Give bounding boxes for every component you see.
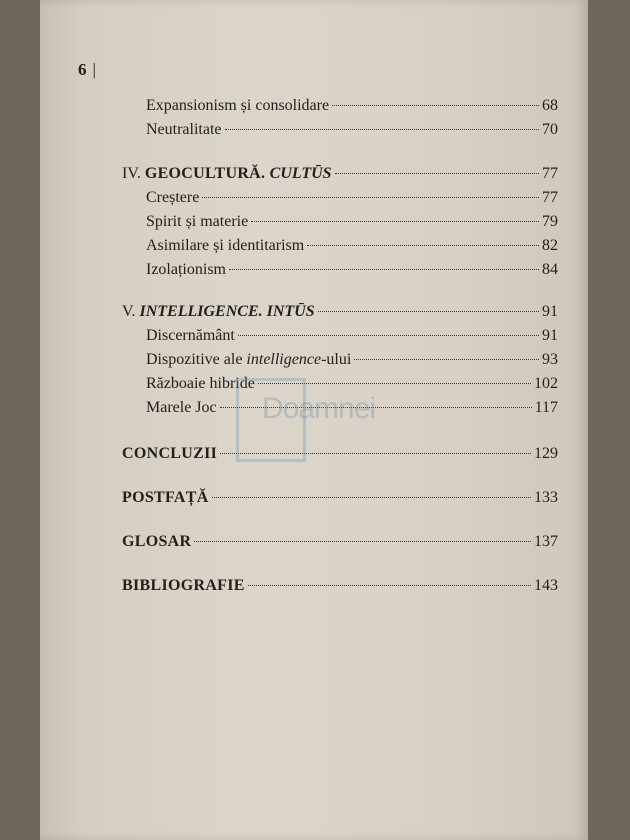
chapter-subtitle: CULTŪS xyxy=(269,165,332,182)
toc-page: 129 xyxy=(534,445,558,462)
toc-page: 93 xyxy=(542,351,558,368)
toc-chapter-iv xyxy=(122,164,558,184)
toc-label-italic: intelligence xyxy=(246,351,322,368)
toc-label: Izolaționism xyxy=(146,261,226,278)
chapter-title: INTELLIGENCE. INTŪS xyxy=(139,303,315,320)
toc-label: GLOSAR xyxy=(122,533,192,550)
toc-chapter-label xyxy=(122,164,332,184)
toc-label: Discernământ xyxy=(146,327,235,344)
toc-page: 84 xyxy=(542,261,558,278)
toc-label: CONCLUZII xyxy=(122,445,218,462)
toc-page: 137 xyxy=(534,533,558,550)
toc-page: 77 xyxy=(542,189,558,206)
toc-page: 91 xyxy=(542,303,558,320)
toc-page: 77 xyxy=(542,165,558,182)
toc-label-part: Dispozitive ale xyxy=(146,351,247,368)
toc-leader-dots xyxy=(335,173,539,174)
toc-entry-postfata xyxy=(122,488,558,508)
toc-label: Creștere xyxy=(146,189,200,206)
toc-leader-dots xyxy=(332,105,539,106)
toc-leader-dots xyxy=(318,311,539,312)
toc-leader-dots xyxy=(248,585,531,586)
toc-page: 68 xyxy=(542,97,558,114)
toc-leader-dots xyxy=(307,245,539,246)
toc-page: 82 xyxy=(542,237,558,254)
toc-page: 79 xyxy=(542,213,558,230)
toc-entry-crestere xyxy=(146,188,558,208)
chapter-numeral: V. xyxy=(122,303,140,320)
toc-entry-dispozitive xyxy=(146,350,558,370)
toc-label: Războaie hibride xyxy=(146,375,255,392)
page-number-separator: | xyxy=(92,60,96,79)
toc-leader-dots xyxy=(251,221,539,222)
toc-page: 143 xyxy=(534,577,558,594)
toc-page: 102 xyxy=(534,375,558,392)
toc-label xyxy=(146,350,351,370)
chapter-title: GEOCULTURĂ. xyxy=(144,165,270,182)
toc-label: Asimilare și identitarism xyxy=(146,237,305,254)
toc-leader-dots xyxy=(354,359,539,360)
page-number-value: 6 xyxy=(78,60,87,79)
toc-entry-expansionism xyxy=(146,96,558,116)
toc-label-part: -ului xyxy=(321,351,352,368)
toc-chapter-v xyxy=(122,302,558,322)
toc-label: Expansionism și consolidare xyxy=(146,97,330,114)
toc-label: BIBLIOGRAFIE xyxy=(122,577,245,594)
toc-entry-concluzii xyxy=(122,444,558,464)
toc-entry-izolationism xyxy=(146,260,558,280)
toc-entry-spirit xyxy=(146,212,558,232)
toc-entry-discernamant xyxy=(146,326,558,346)
page-number xyxy=(78,60,96,80)
watermark-text: Doamnei xyxy=(262,392,376,425)
toc-label: Neutralitate xyxy=(146,121,222,138)
toc-label: POSTFAȚĂ xyxy=(122,489,209,506)
toc-chapter-label xyxy=(122,302,315,322)
toc-entry-razboaie xyxy=(146,374,558,394)
toc-leader-dots xyxy=(238,335,539,336)
toc-leader-dots xyxy=(225,129,539,130)
toc-entry-glosar xyxy=(122,532,558,552)
toc-page: 117 xyxy=(534,399,558,416)
toc-page: 133 xyxy=(534,489,558,506)
toc-label: Marele Joc xyxy=(146,399,217,416)
toc-leader-dots xyxy=(229,269,539,270)
chapter-numeral: IV. xyxy=(122,165,145,182)
toc-entry-bibliografie xyxy=(122,576,558,596)
toc-entry-asimilare xyxy=(146,236,558,256)
toc-leader-dots xyxy=(194,541,531,542)
toc-page: 70 xyxy=(542,121,558,138)
toc-page: 91 xyxy=(542,327,558,344)
toc-leader-dots xyxy=(202,197,539,198)
toc-leader-dots xyxy=(212,497,531,498)
toc-entry-neutralitate xyxy=(146,120,558,140)
toc-label: Spirit și materie xyxy=(146,213,249,230)
